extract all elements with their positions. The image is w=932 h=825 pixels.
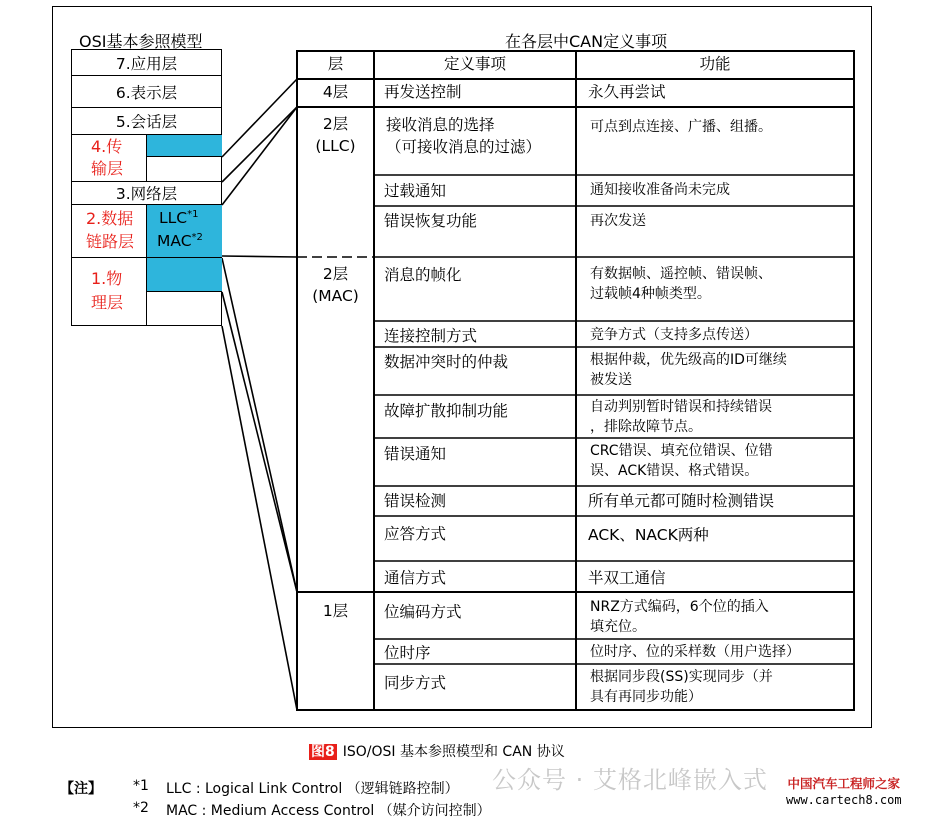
watermark-text: 公众号 · 艾格北峰嵌入式: [492, 766, 768, 794]
llc-label: LLC$^{*1}$: [159, 209, 199, 228]
site-watermark: 中国汽车工程师之家 www.cartech8.com: [786, 776, 902, 807]
row-item: 接收消息的选择 （可接收消息的过滤）: [386, 116, 542, 156]
row-item: 数据冲突时的仲裁: [384, 353, 509, 371]
row-function: 通知接收准备尚未完成: [590, 182, 730, 198]
layer-4-label: 4层: [322, 83, 349, 101]
header-layer: 层: [327, 55, 344, 73]
row-function: 有数据帧、遥控帧、错误帧、 过载帧4种帧类型。: [590, 266, 772, 302]
connector-llc-top: [222, 107, 297, 205]
osi-layer-1-label-2: 理层: [91, 293, 124, 312]
row-function: 所有单元都可随时检测错误: [588, 492, 775, 510]
note-2-mark: *2: [133, 800, 149, 816]
header-item: 定义事项: [443, 55, 506, 73]
row-item: 过载通知: [384, 182, 447, 200]
physical-can-highlight: [147, 258, 222, 292]
note-1: LLC : Logical Link Control （逻辑链路控制）: [166, 781, 459, 797]
row-item: 消息的帧化: [384, 266, 462, 284]
row-item: 位编码方式: [384, 603, 462, 621]
row-item: 应答方式: [384, 525, 447, 543]
row-function: 竞争方式（支持多点传送）: [590, 327, 758, 343]
row-function: 根据同步段(SS)实现同步（并 具有再同步功能）: [590, 669, 773, 705]
row-function: 再次发送: [590, 213, 646, 229]
osi-layer-4-label-1: 4.传: [91, 137, 123, 156]
mac-label: MAC$^{*2}$: [157, 232, 203, 251]
osi-layer-3: 3.网络层: [71, 182, 222, 205]
osi-layer-6: 6.表示层: [71, 76, 222, 108]
row-item: 故障扩散抑制功能: [384, 402, 509, 420]
osi-layer-5: 5.会话层: [71, 108, 222, 135]
row-function: 自动判别暂时错误和持续错误 ，排除故障节点。: [590, 399, 772, 435]
row-function: 永久再尝试: [588, 83, 666, 101]
row-item: 错误检测: [384, 492, 447, 510]
osi-layer-2: [71, 205, 222, 258]
figure-caption: 图8 ISO/OSI 基本参照模型和 CAN 协议: [311, 744, 565, 760]
row-function: 位时序、位的采样数（用户选择）: [590, 644, 800, 660]
osi-layer-4-label-2: 输层: [91, 159, 124, 178]
row-item: 同步方式: [384, 674, 447, 692]
connector-llc-bottom: [222, 256, 297, 257]
connector-phy-top: [222, 292, 297, 592]
transport-can-highlight: [147, 135, 222, 157]
osi-layer-7: 7.应用层: [71, 49, 222, 76]
row-function: ACK、NACK两种: [588, 526, 709, 544]
note-head: 【注】: [60, 781, 102, 797]
row-function: 根据仲裁，优先级高的ID可继续 被发送: [590, 352, 787, 388]
row-item: 连接控制方式: [384, 327, 478, 345]
osi-layer-2-label-2: 链路层: [86, 232, 135, 251]
row-function: CRC错误、填充位错误、位错 误、ACK错误、格式错误。: [590, 443, 773, 479]
layer-1-label: 1层: [322, 602, 349, 620]
can-title: 在各层中CAN定义事项: [505, 32, 668, 51]
header-function: 功能: [699, 55, 731, 73]
osi-layer-4: [71, 135, 222, 182]
figure-number: 图8: [311, 744, 335, 760]
row-item: 通信方式: [384, 569, 447, 587]
row-item: 错误通知: [384, 445, 447, 463]
layer-2-llc-label: 2层 (LLC): [315, 115, 356, 155]
row-item: 再发送控制: [384, 83, 462, 101]
osi-title: OSI基本参照模型: [79, 32, 203, 51]
row-function: NRZ方式编码，6个位的插入 填充位。: [590, 599, 769, 635]
connector-phy-bottom: [222, 326, 297, 710]
osi-layer-1: [71, 258, 222, 326]
osi-layer-1-label-1: 1.物: [91, 269, 123, 288]
row-item: 位时序: [384, 644, 431, 662]
row-function: 半双工通信: [588, 569, 666, 587]
note-2: MAC : Medium Access Control （媒介访问控制）: [166, 803, 491, 819]
osi-layer-2-label-1: 2.数据: [86, 209, 134, 228]
row-item: 错误恢复功能: [384, 212, 478, 230]
layer-2-mac-label: 2层 (MAC): [312, 265, 359, 305]
row-function: 可点到点连接、广播、组播。: [590, 119, 772, 135]
connector-mac-bottom: [222, 258, 297, 592]
note-1-mark: *1: [133, 778, 149, 794]
